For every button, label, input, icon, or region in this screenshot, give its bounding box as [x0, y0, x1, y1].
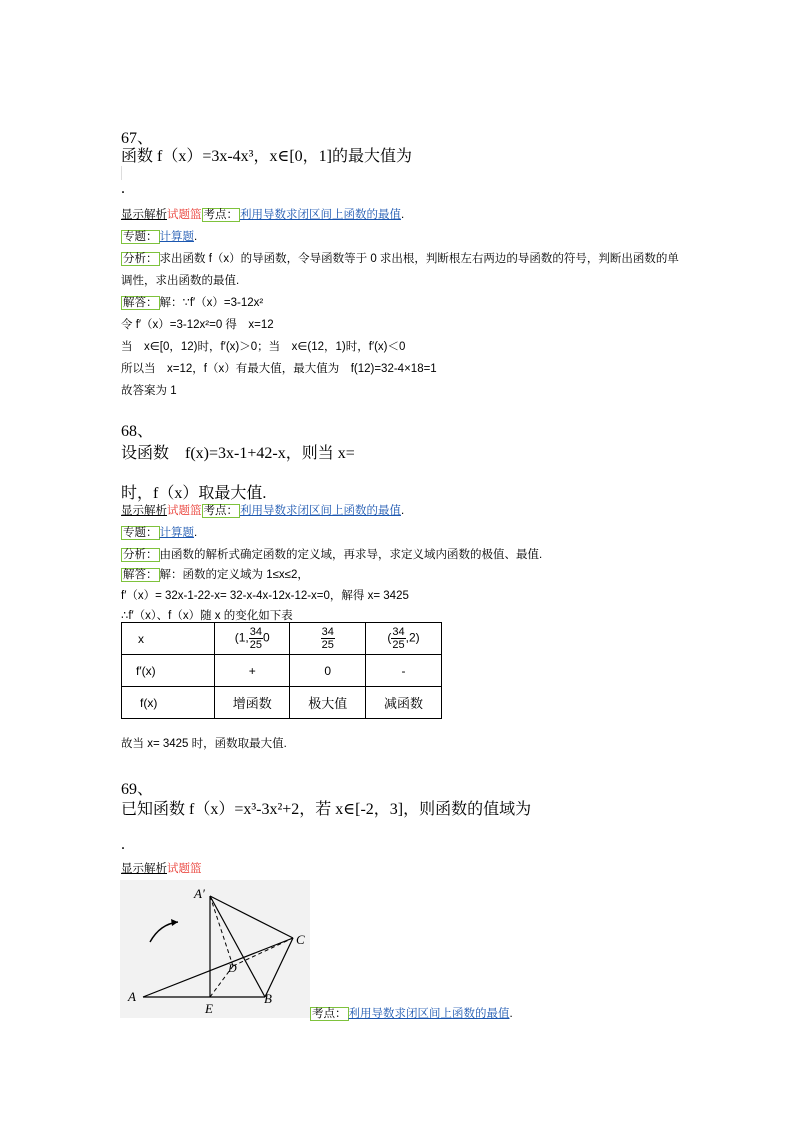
label-A-prime: A′	[194, 886, 205, 901]
line-AC	[143, 938, 293, 997]
q69-basket-link[interactable]: 试题篮	[167, 863, 202, 875]
table-cell: +	[214, 655, 290, 687]
q67-answer-blank	[121, 166, 122, 180]
table-row-fprime	[122, 655, 442, 687]
q67-question	[121, 143, 412, 166]
q68-question-1: 设函数 f(x)=3x-1+42-x，则当 x=	[121, 445, 355, 462]
q68-meta-row: 显示解析试题篮 考点： 利用导数求闭区间上函数的最值.	[121, 505, 405, 517]
q67-analysis-text-2: 调性，求出函数的最值.	[121, 275, 240, 287]
fraction-34-25: $\frac{34}{25}$	[321, 626, 334, 651]
label-D: D	[228, 961, 237, 975]
table-row-f	[122, 687, 442, 719]
q67-answer-label: 解答：	[123, 297, 158, 309]
q69-show-analysis-link[interactable]: 显示解析	[121, 863, 167, 875]
table-cell-interval-right: ( $\frac{34}{25}$ ,2)	[366, 623, 442, 655]
q68-analysis-label: 分析：	[123, 549, 158, 561]
q67-kaodian-label: 考点：	[203, 209, 238, 221]
q68-topic-row: 专题： 计算题.	[123, 527, 198, 539]
label-C: C	[296, 932, 305, 947]
table-cell-x-label: x	[122, 623, 215, 655]
q69-dot: .	[121, 836, 125, 853]
q67-topic-link[interactable]: 计算题	[159, 231, 194, 243]
q67-show-analysis-link[interactable]: 显示解析	[121, 209, 167, 221]
table-cell-interval-left: (1, $\frac{34}{25}$ 0	[214, 623, 290, 655]
q68-analysis-text: 由函数的解析式确定函数的定义域，再求导，求定义域内函数的极值、最值.	[159, 549, 543, 561]
label-A: A	[128, 989, 136, 1004]
q68-answer-line-1: 解：函数的定义域为 1≤x≤2，	[159, 569, 309, 581]
q67-dot: .	[121, 180, 125, 197]
table-cell: -	[366, 655, 442, 687]
q67-basket-link[interactable]: 试题篮	[167, 209, 202, 221]
q68-kaodian-link[interactable]: 利用导数求闭区间上函数的最值	[240, 505, 401, 517]
q68-answer-label: 解答：	[123, 569, 158, 581]
q69-kaodian-row: 考点： 利用导数求闭区间上函数的最值.	[312, 1008, 513, 1020]
fraction-34-25: $\frac{34}{25}$	[392, 626, 405, 651]
q68-question-2: 时，f（x）取最大值.	[121, 485, 267, 502]
geometry-figure	[120, 880, 310, 1018]
q67-answer-row	[121, 294, 263, 310]
q68-show-analysis-link[interactable]: 显示解析	[121, 505, 167, 517]
arrowhead-icon	[171, 919, 178, 926]
table-cell: 极大值	[290, 687, 366, 719]
q67-analysis-text-1: 求出函数 f（x）的导函数，令导函数等于 0 求出根，判断根左右两边的导函数的符号，判断出函数的单	[159, 253, 679, 265]
q69-meta-row	[121, 860, 202, 876]
table-cell: 0	[290, 655, 366, 687]
table-row-x	[122, 623, 442, 655]
q69-kaodian-label: 考点：	[312, 1008, 347, 1020]
dashed-DC	[233, 938, 293, 966]
rotation-arrow-icon	[150, 922, 178, 942]
table-cell: 增函数	[214, 687, 290, 719]
q67-question-text: 函数 f（x）=3x-4x³，x∈[0，1]的最大值为	[121, 148, 412, 165]
q67-meta-row: 显示解析试题篮 考点： 利用导数求闭区间上函数的最值.	[121, 209, 405, 221]
table-cell: f(x)	[122, 687, 215, 719]
q68-conclusion: 故当 x= 3425 时，函数取最大值.	[121, 738, 287, 750]
geometry-diagram	[120, 880, 310, 1018]
variation-table	[121, 622, 442, 719]
q67-answer-line-2: 令 f′（x）=3-12x²=0 得 x=12	[121, 319, 274, 331]
line-A'B	[210, 896, 265, 997]
q69-number: 69、	[121, 781, 154, 798]
table-cell-critical-point	[290, 623, 366, 655]
q67-answer-line-5: 故答案为 1	[121, 385, 177, 397]
q67-answer-line-1: 解：∵f′（x）=3-12x²	[159, 297, 264, 309]
q68-basket-link[interactable]: 试题篮	[167, 505, 202, 517]
q67-analysis-label: 分析：	[123, 253, 158, 265]
fraction-34-25: $\frac{34}{25}$	[249, 626, 262, 651]
q67-number: 67、	[121, 130, 154, 147]
q67-kaodian-link[interactable]: 利用导数求闭区间上函数的最值	[240, 209, 401, 221]
q68-topic-link[interactable]: 计算题	[159, 527, 194, 539]
line-A'C	[210, 896, 293, 938]
label-B: B	[264, 991, 272, 1006]
q69-kaodian-link[interactable]: 利用导数求闭区间上函数的最值	[348, 1008, 510, 1020]
q67-topic-row: 专题： 计算题.	[123, 231, 198, 243]
q67-answer-line-3: 当 x∈[0，12)时，f′(x)＞0；当 x∈(12，1)时，f′(x)＜0	[121, 341, 406, 353]
q68-answer-line-2: f′（x）= 32x-1-22-x= 32-x-4x-12x-12-x=0，解得 x= 3425	[121, 590, 409, 602]
label-E: E	[205, 1001, 213, 1016]
q68-number: 68、	[121, 423, 154, 440]
q69-question: 已知函数 f（x）=x³-3x²+2，若 x∈[-2，3]，则函数的值域为	[121, 801, 532, 818]
table-cell: f′(x)	[122, 655, 215, 687]
q68-analysis-row	[121, 546, 542, 562]
q68-topic-label: 专题：	[123, 527, 158, 539]
q68-answer-line-3: ∴f′（x）、f（x）随 x 的变化如下表	[121, 610, 293, 622]
q68-answer-row	[121, 566, 309, 582]
table-cell: 减函数	[366, 687, 442, 719]
q67-topic-label: 专题：	[123, 231, 158, 243]
q67-analysis-row	[121, 250, 679, 266]
q67-answer-line-4: 所以当 x=12，f（x）有最大值，最大值为 f(12)=32-4×18=1	[121, 363, 437, 375]
q68-kaodian-label: 考点：	[203, 505, 238, 517]
